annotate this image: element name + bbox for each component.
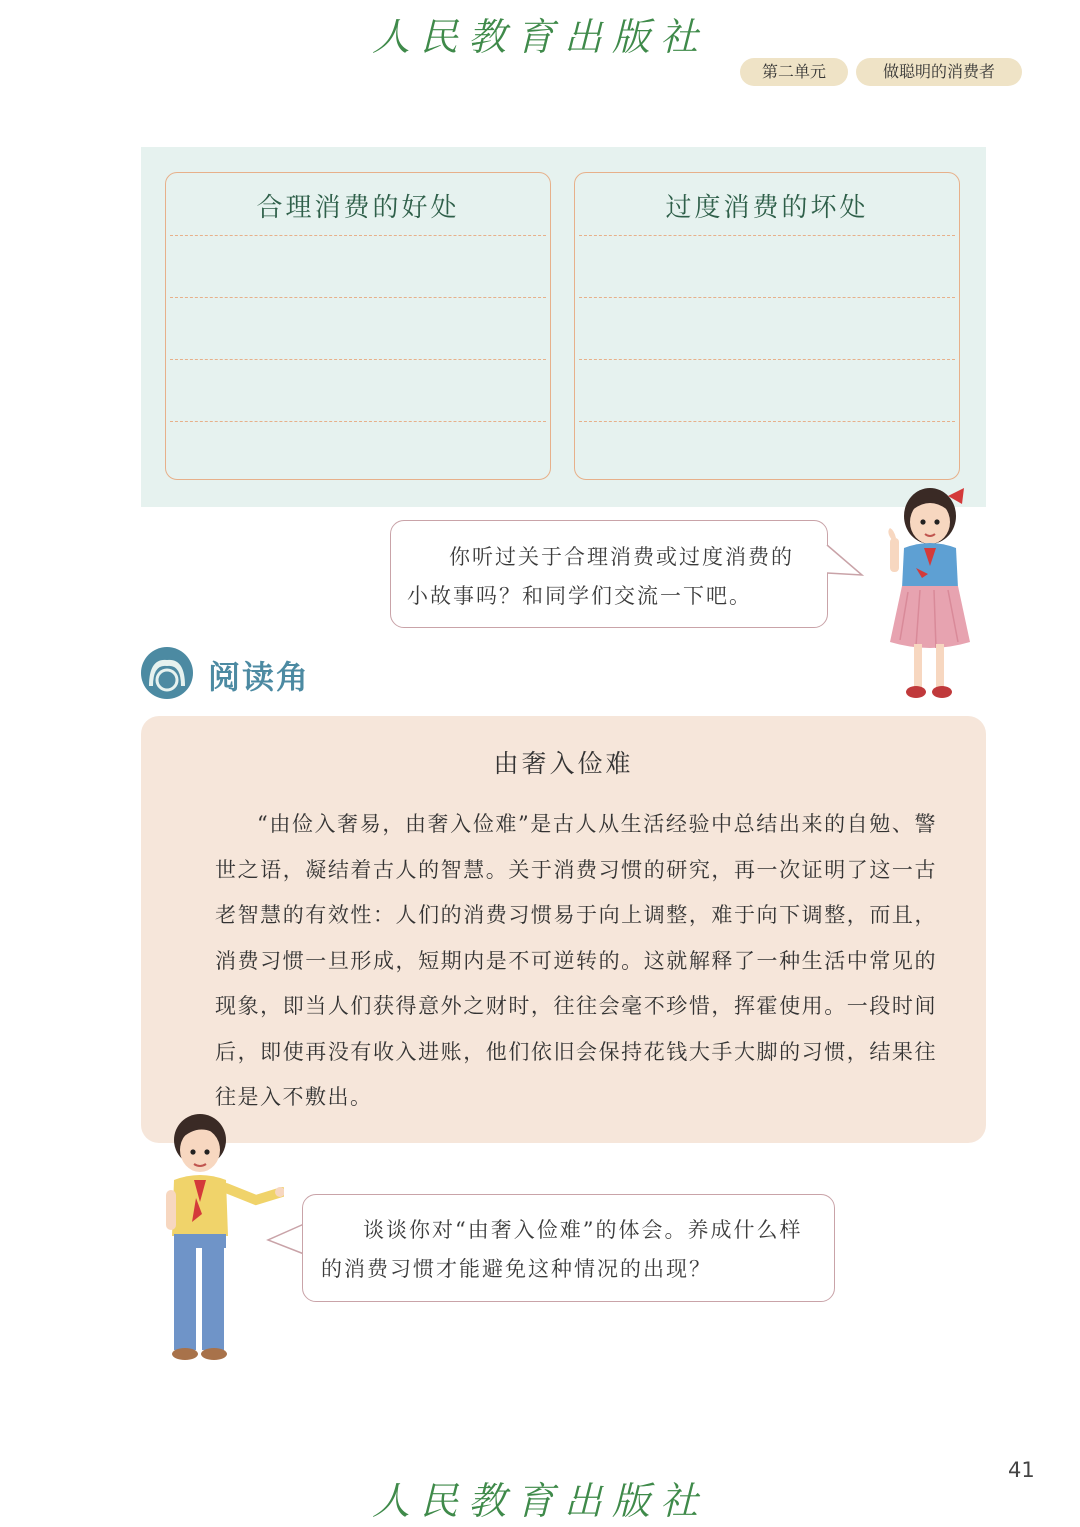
writing-line [170,359,546,360]
bad-consumption-title: 过度消费的坏处 [665,193,869,223]
page-number: 41 [1008,1458,1035,1482]
writing-line [170,421,546,422]
boy-speech-text: 谈谈你对“由奢入俭难”的体会。养成什么样的消费习惯才能避免这种情况的出现？ [321,1218,803,1281]
consumption-table-panel [141,147,986,507]
bubble-tail-left [266,1222,306,1258]
boy-speech-bubble [302,1194,835,1302]
girl-speech-text: 你听过关于合理消费或过度消费的小故事吗？和同学们交流一下吧。 [407,545,794,608]
publisher-logo-bottom: 人民教育出版社 [371,1479,708,1523]
writing-line [579,421,955,422]
bubble-tail-right [826,543,866,579]
writing-line [170,235,546,236]
writing-line [170,297,546,298]
writing-line [579,359,955,360]
publisher-logo-top: 人民教育出版社 [371,15,708,59]
reading-corner-title: 阅读角 [208,658,311,696]
good-consumption-column [165,172,551,480]
book-circle-icon [140,646,194,700]
boy-illustration [156,1110,284,1366]
writing-line [579,235,955,236]
unit-tag: 第二单元 [740,58,848,86]
writing-line [579,297,955,298]
good-consumption-title: 合理消费的好处 [256,193,460,223]
girl-speech-bubble [390,520,828,628]
story-title: 由奢入俭难 [493,749,634,778]
story-box [141,716,986,1143]
bad-consumption-column [574,172,960,480]
story-body: “由俭入奢易，由奢入俭难”是古人从生活经验中总结出来的自勉、警世之语，凝结着古人的智慧。关于消费习惯的研究，再一次证明了这一古老智慧的有效性：人们的消费习惯易于向上调整，难于向下调整，而且，消费习惯一旦形成，短期内是不可逆转的。这就解释了一种生活中常见的现象，即当人们获得意外之财时，往往会毫不珍惜，挥霍使用。一段时间后，即使再没有收入进账，他们依旧会保持花钱大手大脚的习惯，结果往往是入不敷出。 [215,812,937,1109]
lesson-tag: 做聪明的消费者 [856,58,1022,86]
girl-illustration [878,482,978,704]
